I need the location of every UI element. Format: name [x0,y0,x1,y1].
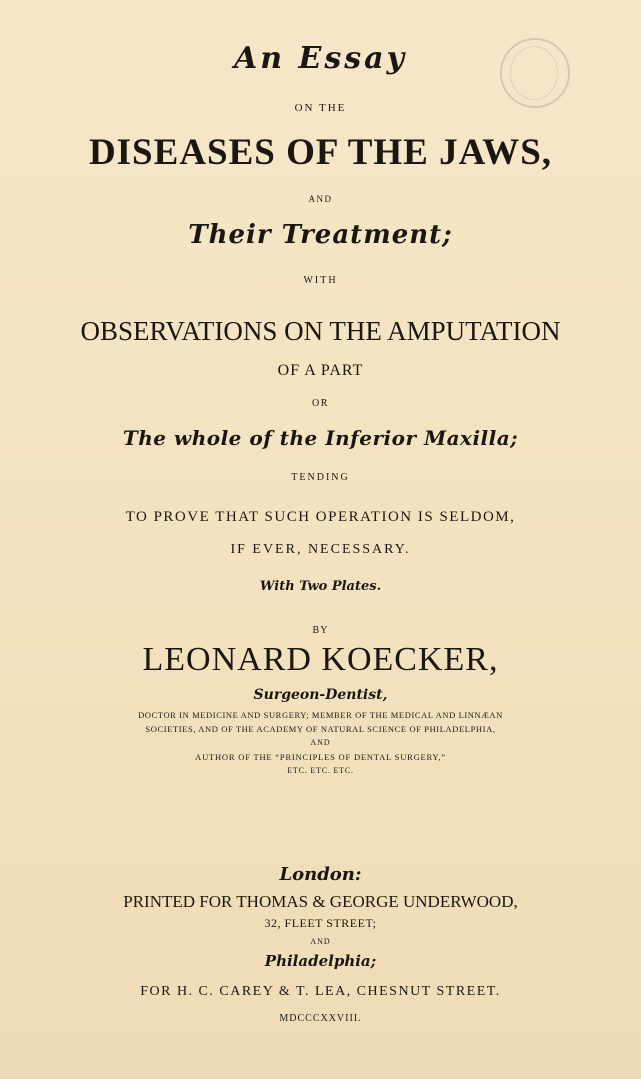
london-imprint: London: [279,864,362,885]
if-ever-line: IF EVER, NECESSARY. [230,542,411,557]
header-gothic-title: An Essay [233,41,408,76]
main-title: DISEASES OF THE JAWS, [88,132,553,173]
author-name: LEONARD KOECKER, [142,641,499,678]
printed-for-line: PRINTED FOR THOMAS & GEORGE UNDERWOOD, [123,892,518,911]
with-plates-line: With Two Plates. [259,579,382,594]
etc-line: ETC. ETC. ETC. [287,766,354,775]
by-label: BY [312,625,329,636]
and-connector-1: AND [308,194,333,204]
carey-lea-line: FOR H. C. CAREY & T. LEA, CHESNUT STREET. [140,984,501,999]
observations-title: OBSERVATIONS ON THE AMPUTATION [80,316,561,346]
publication-year: MDCCCXXVIII. [279,1013,362,1024]
and-connector-2: AND [310,738,331,747]
credentials-line-3: AUTHOR OF THE “PRINCIPLES OF DENTAL SURGERY,” [195,752,446,762]
philadelphia-imprint: Philadelphia; [264,952,377,970]
and-connector-3: AND [310,937,331,946]
or-label: OR [312,398,329,409]
author-role: Surgeon-Dentist, [253,687,388,703]
inferior-maxilla-title: The whole of the Inferior Maxilla; [122,426,519,450]
prove-line: TO PROVE THAT SUCH OPERATION IS SELDOM, [125,509,516,525]
address-line: 32, FLEET STREET; [264,916,377,930]
on-the-label: ON THE [294,102,347,114]
credentials-line-1: DOCTOR IN MEDICINE AND SURGERY; MEMBER OF THE MEDICAL AND LINNÆAN [138,710,503,720]
of-a-part-label: OF A PART [277,362,364,379]
treatment-title: Their Treatment; [188,220,453,250]
tending-label: TENDING [291,472,350,483]
credentials-line-2: SOCIETIES, AND OF THE ACADEMY OF NATURAL SCIENCE OF PHILADELPHIA, [145,724,496,734]
with-label: WITH [303,275,338,286]
